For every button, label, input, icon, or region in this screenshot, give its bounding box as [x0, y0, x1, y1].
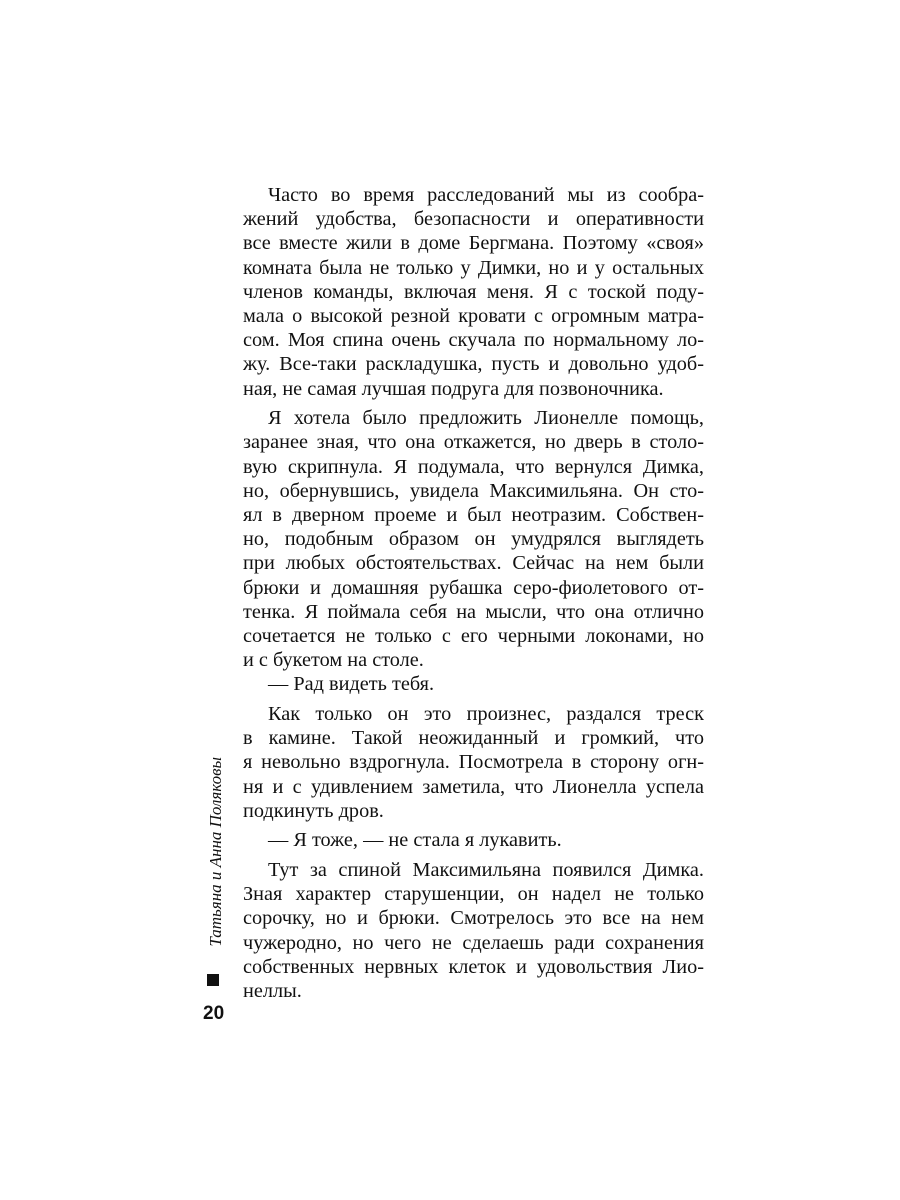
page-number: 20	[203, 1003, 225, 1024]
decorative-square	[207, 974, 219, 986]
text-line: ня и с удивлением заметила, что Лионелла успела	[243, 775, 704, 798]
text-line: сочетается не только с его черными локонами, но	[243, 624, 704, 647]
text-line: членов команды, включая меня. Я с тоской поду-	[243, 280, 704, 303]
text-line: тенка. Я поймала себя на мысли, что она отлично	[243, 600, 704, 623]
text-line: собственных нервных клеток и удовольствия Лио-	[243, 955, 704, 978]
body-text	[243, 183, 704, 1003]
text-line: мала о высокой резной кровати с огромным матра-	[243, 304, 704, 327]
text-line: сорочку, но и брюки. Смотрелось это все на нем	[243, 907, 704, 930]
text-line: я невольно вздрогнула. Посмотрела в сторону огн-	[243, 751, 704, 774]
dialogue-line: — Рад видеть тебя.	[268, 673, 435, 696]
dialogue-line: — Я тоже, — не стала я лукавить.	[268, 829, 562, 852]
text-line: комната была не только у Димки, но и у остальных	[243, 256, 704, 279]
text-line: жений удобства, безопасности и оперативности	[243, 208, 704, 231]
running-head	[203, 757, 229, 959]
text-line: но, подобным образом он умудрялся выглядеть	[243, 528, 704, 551]
text-line: Я хотела было предложить Лионелле помощь,	[268, 407, 704, 430]
text-line: брюки и домашняя рубашка серо-фиолетового от-	[243, 576, 704, 599]
text-line: вую скрипнула. Я подумала, что вернулся Димка,	[243, 455, 704, 478]
text-line: ял в дверном проеме и был неотразим. Собствен-	[243, 503, 704, 526]
text-line: все вместе жили в доме Бергмана. Поэтому «своя»	[243, 232, 704, 255]
text-line: Как только он это произнес, раздался треск	[268, 702, 704, 725]
text-line: Тут за спиной Максимильяна появился Димка.	[268, 859, 704, 882]
text-line: сом. Моя спина очень скучала по нормальному ло-	[243, 329, 704, 352]
running-head-text: Татьяна и Анна Поляковы	[206, 757, 225, 947]
text-line: ная, не самая лучшая подруга для позвоночника.	[243, 377, 664, 400]
text-line: чужеродно, но чего не сделаешь ради сохранения	[243, 931, 704, 954]
text-line: жу. Все-таки раскладушка, пусть и довольно удоб-	[243, 353, 704, 376]
text-line: неллы.	[243, 980, 302, 1002]
text-line: подкинуть дров.	[243, 799, 384, 822]
text-line: Часто во время расследований мы из сообра-	[268, 184, 704, 206]
text-line: в камине. Такой неожиданный и громкий, что	[243, 727, 704, 750]
text-line: но, обернувшись, увидела Максимильяна. Он сто-	[243, 479, 704, 502]
text-line: и с букетом на столе.	[243, 649, 424, 672]
text-line: заранее зная, что она откажется, но дверь в столо-	[243, 431, 704, 454]
text-line: Зная характер старушенции, он надел не только	[243, 883, 704, 906]
text-line: при любых обстоятельствах. Сейчас на нем были	[243, 552, 704, 575]
